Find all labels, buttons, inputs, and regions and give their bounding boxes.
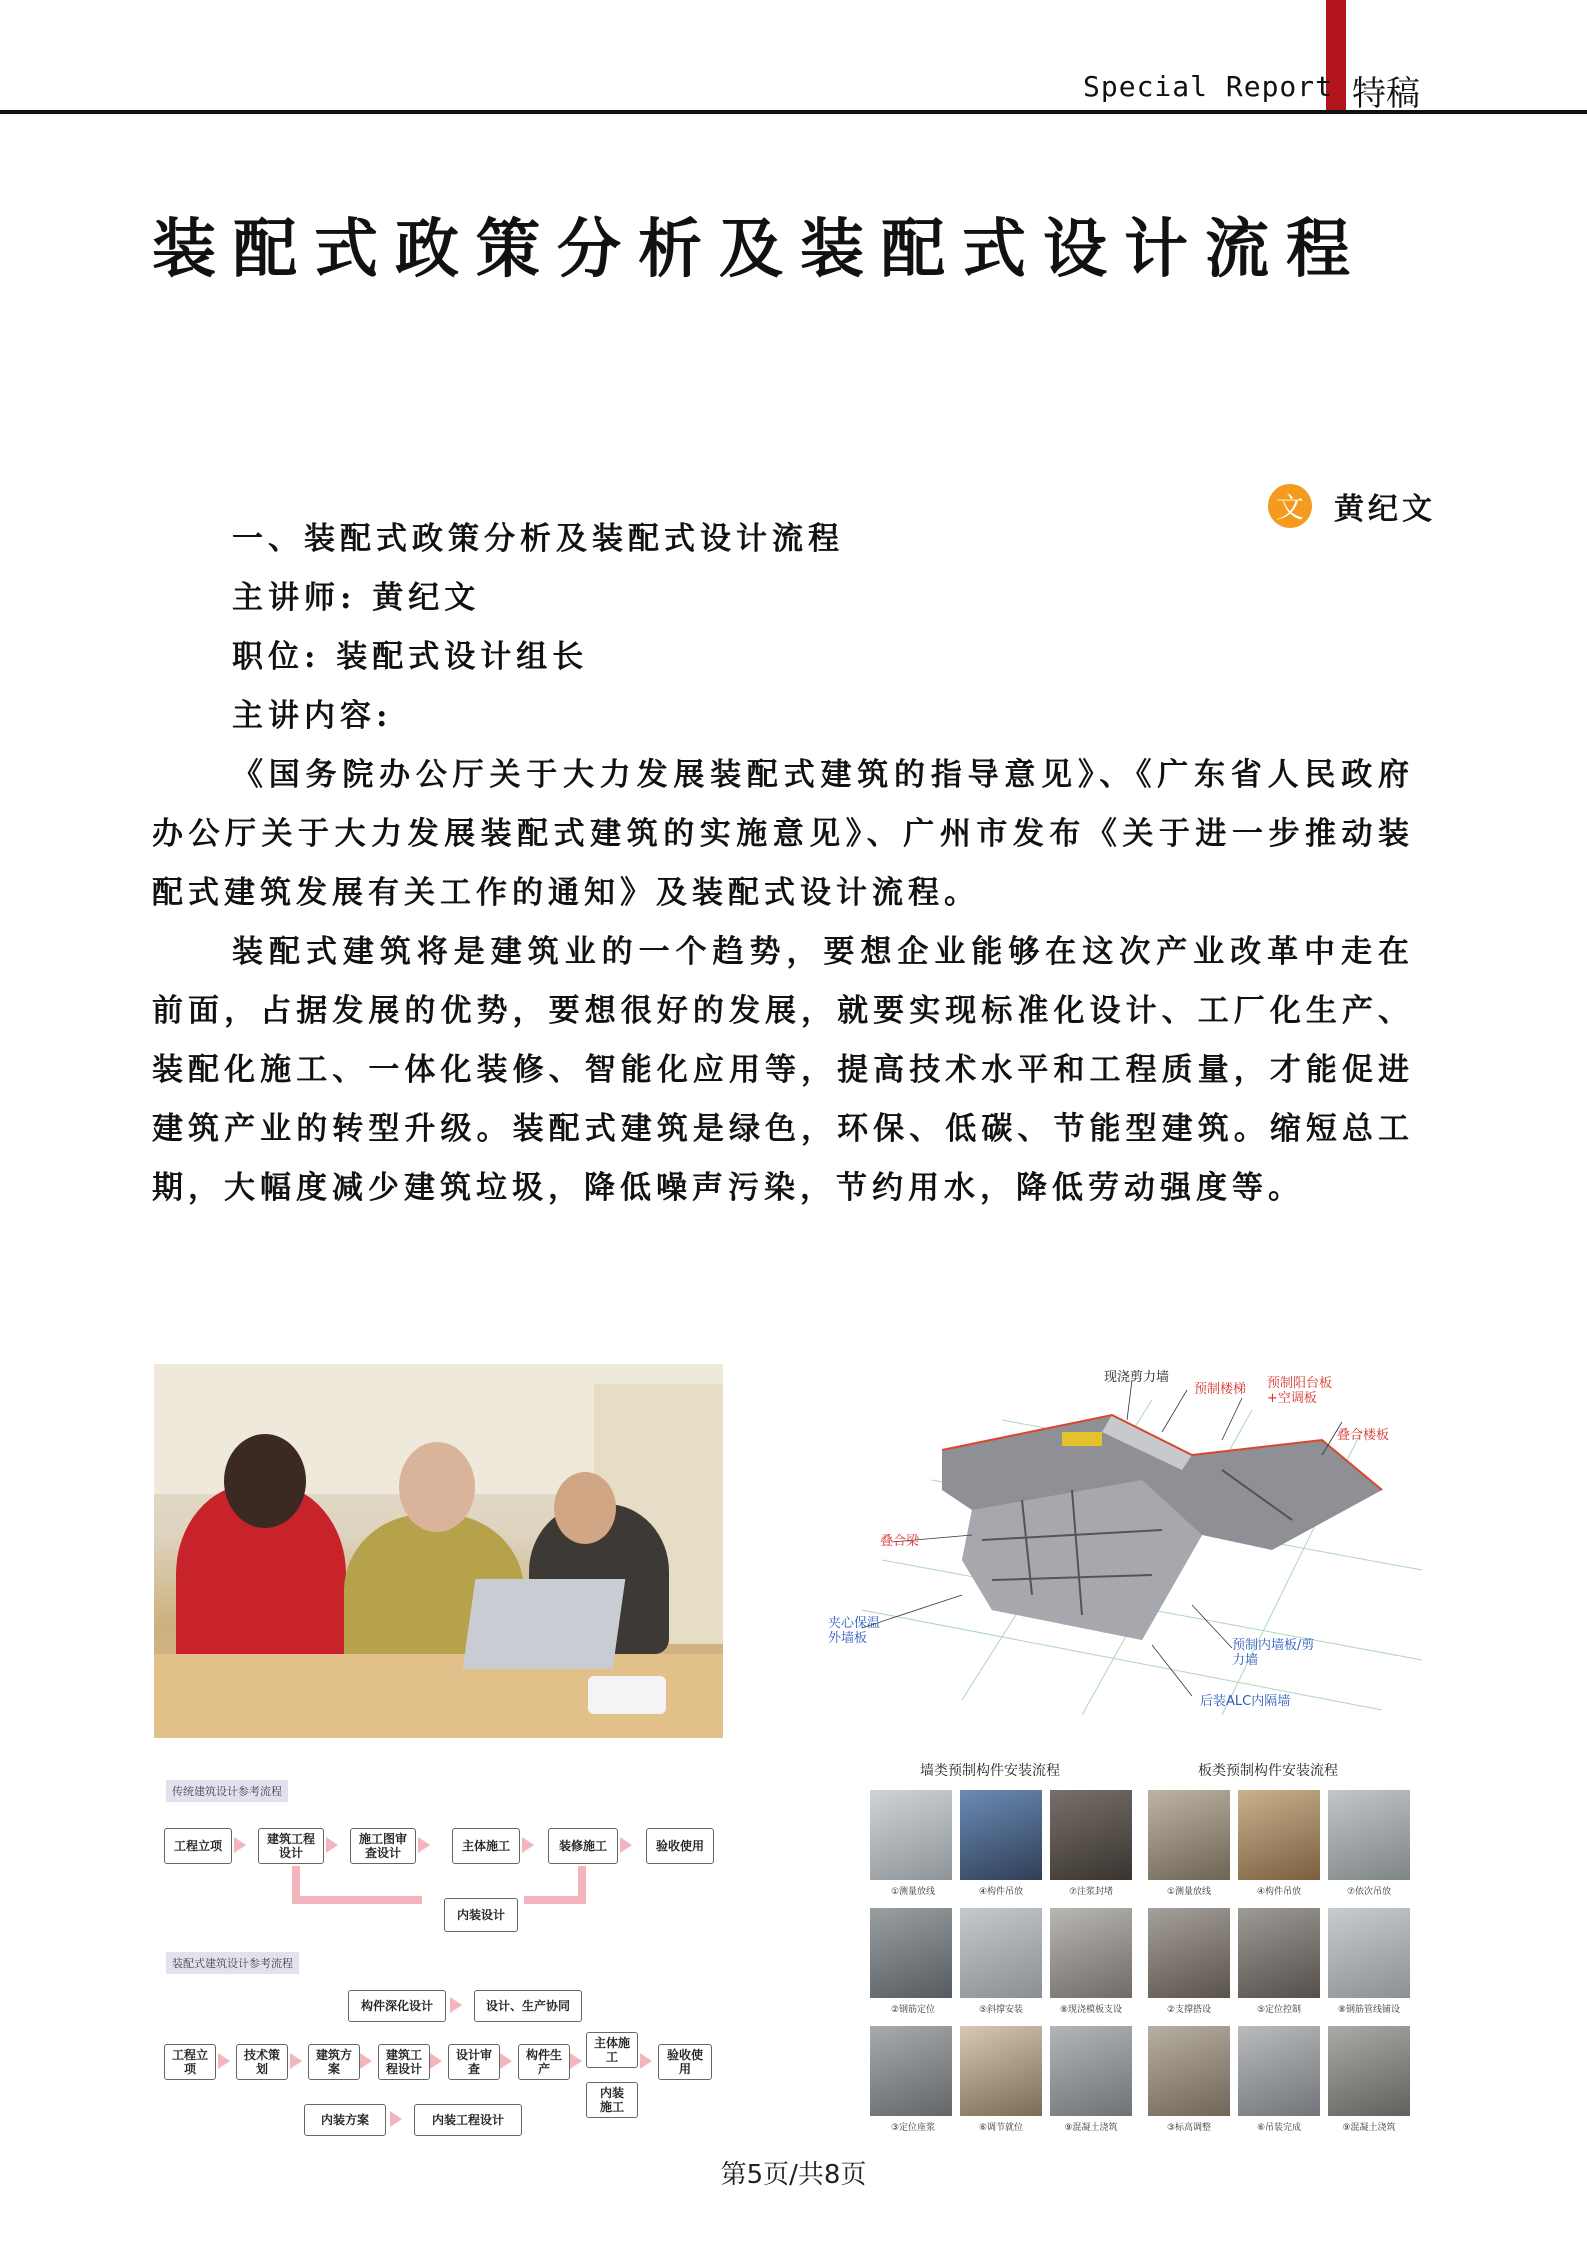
wall-step-photo: [960, 1790, 1042, 1880]
arrow-icon: [418, 1837, 430, 1853]
wall-step-caption: ⑨混凝土浇筑: [1064, 2123, 1118, 2133]
header-rule: [0, 110, 1587, 114]
label-precast-balcony: 预制阳台板 +空调板: [1267, 1376, 1333, 1406]
slab-step-photo: [1328, 1908, 1410, 1998]
wall-step-photo: [1050, 1908, 1132, 1998]
arrow-icon: [218, 2053, 230, 2069]
author-name: 黄纪文: [1334, 492, 1436, 527]
section-label-cn: 特稿: [1352, 74, 1420, 114]
traditional-flow-label: 传统建筑设计参考流程: [166, 1780, 288, 1802]
arrow-icon: [522, 1837, 534, 1853]
article-heading: 一、装配式政策分析及装配式设计流程: [232, 521, 844, 557]
prefab-step-8: 验收使 用: [658, 2044, 712, 2080]
slab-step-caption: ⑤定位控制: [1256, 2005, 1302, 2015]
arrow-icon: [326, 1837, 338, 1853]
section-label-en: Special Report: [1083, 70, 1334, 103]
slab-step-caption: ②支撑搭设: [1166, 2005, 1212, 2015]
wall-step-photo: [960, 1908, 1042, 1998]
wall-step-caption: ④构件吊放: [978, 1887, 1024, 1897]
wall-step-caption: ⑥调节就位: [978, 2123, 1024, 2133]
slab-step-caption: ⑥吊装完成: [1256, 2123, 1302, 2133]
slab-steps-title: 板类预制构件安装流程: [1198, 1763, 1338, 1779]
prefab-step-2: 技术策 划: [236, 2044, 288, 2080]
label-composite-beam: 叠合梁: [880, 1534, 920, 1549]
trad-step-4: 主体施工: [452, 1828, 520, 1864]
prefab-step-5: 设计审 查: [448, 2044, 500, 2080]
slab-step-caption: ⑦依次吊放: [1346, 1887, 1392, 1897]
page-number: 第5页/共8页: [720, 2160, 867, 2190]
arrow-icon: [450, 1997, 462, 2013]
article-body: [152, 510, 1414, 1218]
wall-step-photo: [870, 1908, 952, 1998]
prefab-flow-label: 装配式建筑设计参考流程: [166, 1952, 299, 1974]
prefab-step-4: 建筑工 程设计: [378, 2044, 430, 2080]
wall-step-caption: ⑤斜撑安装: [978, 2005, 1024, 2015]
position-line: 职位: 装配式设计组长: [232, 639, 589, 675]
content-label: 主讲内容:: [232, 698, 393, 734]
slab-step-photo: [1238, 2026, 1320, 2116]
wall-step-caption: ②钢筋定位: [890, 2005, 936, 2015]
article-paragraph-1: 《国务院办公厅关于大力发展装配式建筑的指导意见》、《广东省人民政府办公厅关于大力发展装配式建筑的实施意见》、广州市发布《关于进一步推动装配式建筑发展有关工作的通知》及装配式设计流程。: [152, 757, 1414, 911]
label-cast-shear-wall: 现浇剪力墙: [1104, 1370, 1170, 1385]
slab-step-caption: ①测量放线: [1166, 1887, 1212, 1897]
label-alc-partition: 后装ALC内隔墙: [1200, 1694, 1291, 1709]
prefab-step-6: 构件生 产: [518, 2044, 570, 2080]
arrow-icon: [290, 2053, 302, 2069]
author-badge-icon: 文: [1268, 484, 1312, 528]
arrow-icon: [640, 2053, 652, 2069]
article-paragraph-2: 装配式建筑将是建筑业的一个趋势，要想企业能够在这次产业改革中走在前面，占据发展的优势，要想很好的发展，就要实现标准化设计、工厂化生产、装配化施工、一体化装修、智能化应用等，提高技术水平和工程质量，才能促进建筑产业的转型升级。装配式建筑是绿色，环保、低碳、节能型建筑。缩短总工期，大幅度减少建筑垃圾，降低噪声污染，节约用水，降低劳动强度等。: [152, 934, 1414, 1206]
wall-step-photo: [870, 1790, 952, 1880]
prefab-bottom-1: 内装方案: [304, 2104, 386, 2136]
arrow-icon: [620, 1837, 632, 1853]
slab-step-caption: ③标高调整: [1166, 2123, 1212, 2133]
trad-interior-design: 内装设计: [444, 1898, 518, 1932]
slab-step-caption: ④构件吊放: [1256, 1887, 1302, 1897]
slab-step-caption: ⑨混凝土浇筑: [1342, 2123, 1396, 2133]
trad-step-6: 验收使用: [646, 1828, 714, 1864]
label-precast-inner-wall: 预制内墙板/剪 力墙: [1232, 1638, 1315, 1668]
wall-step-photo: [1050, 1790, 1132, 1880]
arrow-icon: [390, 2111, 402, 2127]
label-composite-slab: 叠合楼板: [1337, 1428, 1390, 1443]
prefab-building-model-diagram: [822, 1360, 1434, 1722]
wall-step-photo: [870, 2026, 952, 2116]
page-title: 装配式政策分析及装配式设计流程: [152, 212, 1367, 287]
slab-step-photo: [1148, 1908, 1230, 1998]
wall-step-photo: [1050, 2026, 1132, 2116]
prefab-bottom-2: 内装工程设计: [414, 2104, 522, 2136]
prefab-step-1: 工程立 项: [164, 2044, 216, 2080]
design-flowchart: [154, 1770, 723, 2140]
wall-step-caption: ⑦注浆封堵: [1068, 1887, 1114, 1897]
slab-step-photo: [1328, 1790, 1410, 1880]
wall-step-caption: ①测量放线: [890, 1887, 936, 1897]
prefab-interior-construction: 内装 施工: [586, 2082, 638, 2118]
slab-step-photo: [1238, 1908, 1320, 1998]
lecturer-line: 主讲师: 黄纪文: [232, 580, 481, 616]
wall-step-caption: ③定位座浆: [890, 2123, 936, 2133]
slab-step-photo: [1328, 2026, 1410, 2116]
trad-step-3: 施工图审 查设计: [350, 1828, 416, 1864]
slab-step-photo: [1148, 2026, 1230, 2116]
prefab-top-2: 设计、生产协同: [474, 1990, 582, 2022]
installation-steps-grid: [868, 1760, 1424, 2140]
prefab-step-7: 主体施 工: [586, 2032, 638, 2068]
trad-step-5: 装修施工: [548, 1828, 618, 1864]
label-precast-stair: 预制楼梯: [1194, 1382, 1247, 1397]
prefab-top-1: 构件深化设计: [348, 1990, 446, 2022]
wall-step-photo: [960, 2026, 1042, 2116]
arrow-icon: [430, 2053, 442, 2069]
arrow-icon: [570, 2053, 582, 2069]
arrow-icon: [234, 1837, 246, 1853]
slab-step-caption: ⑧钢筋管线铺设: [1337, 2005, 1401, 2015]
trad-step-2: 建筑工程 设计: [258, 1828, 324, 1864]
wall-steps-title: 墙类预制构件安装流程: [920, 1763, 1060, 1779]
arrow-icon: [360, 2053, 372, 2069]
meeting-photo: [154, 1364, 723, 1738]
arrow-icon: [500, 2053, 512, 2069]
slab-step-photo: [1238, 1790, 1320, 1880]
trad-step-1: 工程立项: [164, 1828, 232, 1864]
label-sandwich-wall: 夹心保温 外墙板: [828, 1616, 881, 1646]
wall-step-caption: ⑧现浇模板支设: [1059, 2005, 1123, 2015]
slab-step-photo: [1148, 1790, 1230, 1880]
prefab-step-3: 建筑方 案: [308, 2044, 360, 2080]
